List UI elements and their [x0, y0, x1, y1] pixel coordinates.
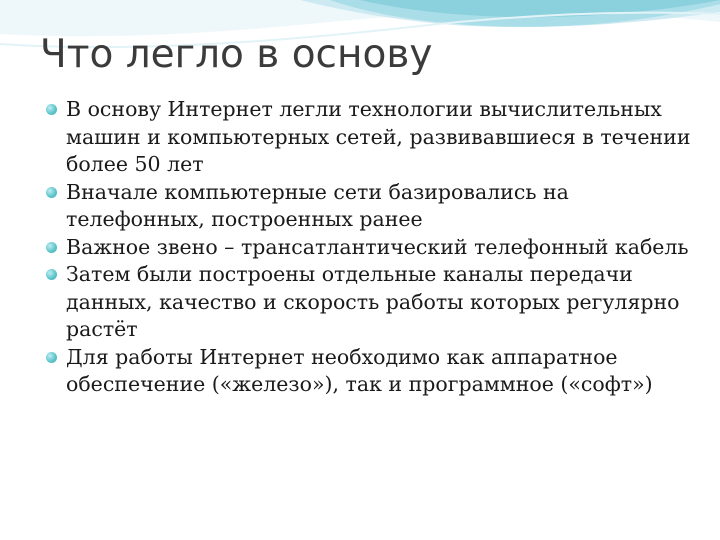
bullet-text: Важное звено – трансатлантический телефонный кабель: [66, 234, 689, 259]
bullet-text: Вначале компьютерные сети базировались на телефонных, построенных ранее: [66, 179, 569, 231]
slide-title: Что легло в основу: [40, 32, 433, 77]
bullet-dot-icon: [46, 104, 57, 115]
bullet-item: [46, 179, 696, 234]
bullet-dot-icon: [46, 352, 57, 363]
bullet-dot-icon: [46, 187, 57, 198]
bullet-dot-icon: [46, 269, 57, 280]
bullet-item: [46, 344, 696, 399]
bullet-dot-icon: [46, 242, 57, 253]
bullet-list: [46, 96, 696, 399]
bullet-item: [46, 96, 696, 179]
bullet-item: [46, 261, 696, 344]
bullet-text: Затем были построены отдельные каналы передачи данных, качество и скорость работы которых регулярно растёт: [66, 262, 680, 341]
bullet-text: Для работы Интернет необходимо как аппаратное обеспечение («железо»), так и программное («софт»): [66, 344, 653, 396]
bullet-item: [46, 234, 696, 262]
bullet-text: В основу Интернет легли технологии вычислительных машин и компьютерных сетей, развивавшиеся в течении более 50 лет: [66, 97, 691, 176]
